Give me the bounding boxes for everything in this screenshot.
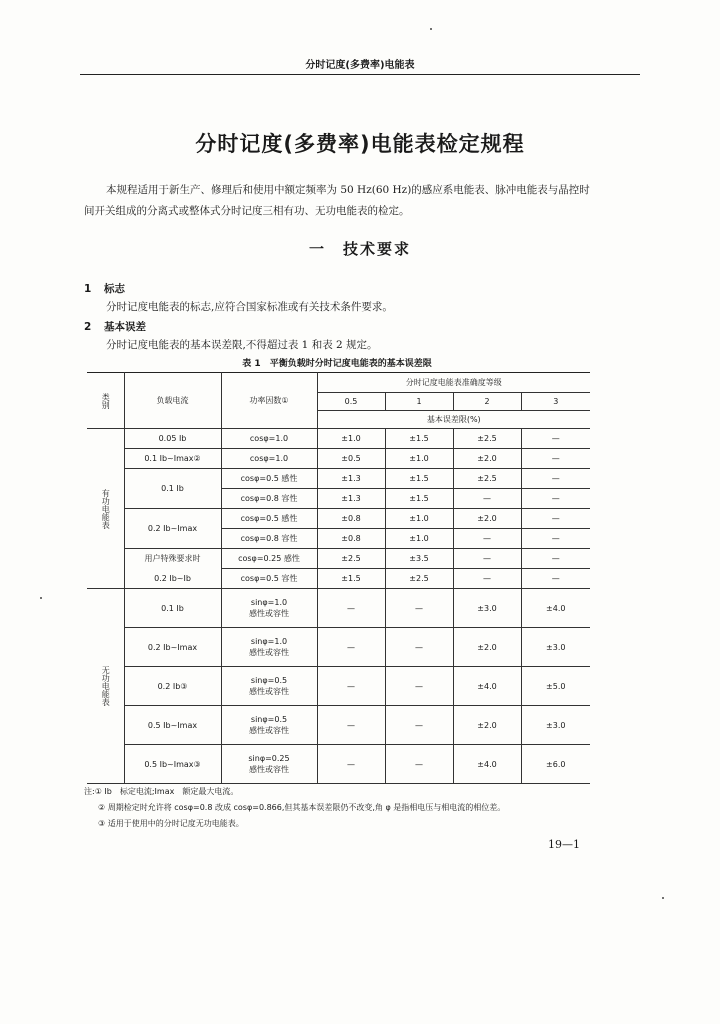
pf-cell: cosφ=0.8 容性 — [221, 489, 317, 509]
item-2-text: 分时记度电能表的基本误差限,不得超过表 1 和表 2 规定。 — [106, 339, 378, 351]
table-row — [87, 667, 590, 706]
value-cell: — — [317, 706, 385, 745]
item-2-heading — [84, 319, 146, 334]
value-cell: ±1.0 — [385, 509, 453, 529]
pf-cell — [221, 589, 317, 628]
item-1-number: 1 — [84, 283, 92, 295]
pf-cell: cosφ=0.5 容性 — [221, 569, 317, 589]
value-cell: ±4.0 — [453, 745, 521, 784]
note-1: 注:① Ib 标定电流;Imax 额定最大电流。 — [84, 787, 239, 796]
value-cell: ±1.5 — [385, 429, 453, 449]
value-cell: ±2.5 — [385, 569, 453, 589]
value-cell: ±4.0 — [453, 667, 521, 706]
running-header: 分时记度(多费率)电能表 — [305, 60, 415, 71]
pf-line-1: sinφ=0.25 — [248, 754, 290, 763]
value-cell: — — [521, 569, 590, 589]
scan-speck — [662, 897, 664, 899]
class-3: 3 — [521, 393, 590, 411]
value-cell: — — [453, 489, 521, 509]
item-2-title: 基本误差 — [104, 321, 146, 333]
load-cell: 0.5 Ib~Imax③ — [124, 745, 221, 784]
table-notes — [84, 784, 604, 832]
table-row — [87, 569, 590, 589]
value-cell: — — [453, 569, 521, 589]
value-cell: — — [521, 529, 590, 549]
load-cell: 0.2 Ib③ — [124, 667, 221, 706]
value-cell: ±1.0 — [317, 429, 385, 449]
value-cell: ±1.3 — [317, 489, 385, 509]
header-accuracy-class: 分时记度电能表准确度等级 — [317, 373, 590, 393]
header-error-limit: 基本误差限(%) — [317, 411, 590, 429]
value-cell: — — [453, 549, 521, 569]
header-category: 类别 — [87, 373, 124, 429]
value-cell: — — [317, 628, 385, 667]
pf-cell — [221, 628, 317, 667]
value-cell: ±2.0 — [453, 509, 521, 529]
pf-line-2: 感性或容性 — [249, 648, 289, 657]
header-rule — [80, 74, 640, 75]
value-cell: ±0.5 — [317, 449, 385, 469]
value-cell: — — [521, 489, 590, 509]
note-3: ③ 适用于使用中的分时记度无功电能表。 — [98, 819, 244, 828]
pf-line-1: sinφ=0.5 — [250, 715, 288, 724]
table-row — [87, 469, 590, 489]
class-1: 1 — [385, 393, 453, 411]
table-row — [87, 589, 590, 628]
value-cell: ±1.3 — [317, 469, 385, 489]
pf-line-2: 感性或容性 — [249, 687, 289, 696]
scan-speck — [430, 28, 432, 30]
pf-cell — [221, 745, 317, 784]
value-cell: ±5.0 — [521, 667, 590, 706]
value-cell: ±4.0 — [521, 589, 590, 628]
header-power-factor: 功率因数① — [221, 373, 317, 429]
category-active: 有功电能表 — [87, 429, 124, 589]
table-caption: 表 1 平衡负载时分时记度电能表的基本误差限 — [242, 359, 432, 369]
value-cell: — — [453, 529, 521, 549]
value-cell: — — [521, 509, 590, 529]
value-cell: ±2.5 — [317, 549, 385, 569]
pf-cell: cosφ=0.25 感性 — [221, 549, 317, 569]
pf-cell: cosφ=0.5 感性 — [221, 509, 317, 529]
value-cell: ±1.0 — [385, 529, 453, 549]
pf-cell — [221, 667, 317, 706]
pf-line-1: sinφ=1.0 — [250, 598, 288, 607]
section-heading: 一 技术要求 — [308, 240, 411, 258]
table-row — [87, 429, 590, 449]
value-cell: ±3.0 — [521, 628, 590, 667]
value-cell: ±1.5 — [385, 469, 453, 489]
pf-cell: cosφ=1.0 — [221, 449, 317, 469]
value-cell: ±1.5 — [385, 489, 453, 509]
value-cell: ±3.5 — [385, 549, 453, 569]
pf-cell: cosφ=0.8 容性 — [221, 529, 317, 549]
value-cell: ±2.0 — [453, 706, 521, 745]
table-row — [87, 745, 590, 784]
item-1-heading — [84, 281, 125, 296]
value-cell: ±1.5 — [317, 569, 385, 589]
value-cell: ±2.0 — [453, 628, 521, 667]
pf-line-2: 感性或容性 — [249, 726, 289, 735]
table-row — [87, 509, 590, 529]
page-number: 19—1 — [548, 838, 580, 851]
value-cell: — — [385, 745, 453, 784]
pf-cell: cosφ=1.0 — [221, 429, 317, 449]
value-cell: ±6.0 — [521, 745, 590, 784]
value-cell: — — [385, 628, 453, 667]
value-cell: ±3.0 — [521, 706, 590, 745]
value-cell: — — [521, 429, 590, 449]
value-cell: — — [521, 549, 590, 569]
value-cell: ±2.5 — [453, 429, 521, 449]
load-cell: 0.1 Ib — [124, 469, 221, 509]
value-cell: — — [385, 667, 453, 706]
intro-paragraph: 本规程适用于新生产、修理后和使用中额定频率为 50 Hz(60 Hz)的感应系电能表、脉冲电能表与晶控时间开关组成的分离式或整体式分时记度三相有功、无功电能表的检定。 — [84, 184, 590, 217]
load-cell: 0.2 Ib~Imax — [124, 509, 221, 549]
value-cell: ±2.0 — [453, 449, 521, 469]
class-0-5: 0.5 — [317, 393, 385, 411]
scan-speck — [40, 597, 42, 599]
value-cell: ±2.5 — [453, 469, 521, 489]
note-2: ② 周期检定时允许将 cosφ=0.8 改成 cosφ=0.866,但其基本误差限仍不改变,角 φ 是指相电压与相电流的相位差。 — [98, 803, 506, 812]
pf-cell — [221, 706, 317, 745]
item-1-text: 分时记度电能表的标志,应符合国家标准或有关技术条件要求。 — [106, 301, 393, 313]
class-2: 2 — [453, 393, 521, 411]
load-cell: 0.05 Ib — [124, 429, 221, 449]
value-cell: ±3.0 — [453, 589, 521, 628]
value-cell: — — [521, 469, 590, 489]
pf-line-1: sinφ=0.5 — [250, 676, 288, 685]
category-reactive: 无功电能表 — [87, 589, 124, 784]
header-load-current: 负载电流 — [124, 373, 221, 429]
value-cell: — — [521, 449, 590, 469]
load-cell: 0.1 Ib — [124, 589, 221, 628]
pf-line-1: sinφ=1.0 — [250, 637, 288, 646]
error-limits-table — [87, 372, 590, 784]
value-cell: ±1.0 — [385, 449, 453, 469]
load-cell: 0.1 Ib~Imax② — [124, 449, 221, 469]
table-row — [87, 549, 590, 569]
item-2-number: 2 — [84, 321, 92, 333]
table-row — [87, 706, 590, 745]
load-cell: 用户特殊要求时 — [124, 549, 221, 569]
pf-cell: cosφ=0.5 感性 — [221, 469, 317, 489]
value-cell: — — [385, 706, 453, 745]
value-cell: — — [317, 745, 385, 784]
value-cell: — — [317, 589, 385, 628]
item-1-title: 标志 — [104, 283, 125, 295]
load-cell: 0.2 Ib~Ib — [124, 569, 221, 589]
pf-line-2: 感性或容性 — [249, 609, 289, 618]
value-cell: ±0.8 — [317, 529, 385, 549]
table-row — [87, 449, 590, 469]
load-cell: 0.2 Ib~Imax — [124, 628, 221, 667]
pf-line-2: 感性或容性 — [249, 765, 289, 774]
load-cell: 0.5 Ib~Imax — [124, 706, 221, 745]
document-title: 分时记度(多费率)电能表检定规程 — [195, 132, 525, 156]
value-cell: ±0.8 — [317, 509, 385, 529]
table-row — [87, 628, 590, 667]
value-cell: — — [317, 667, 385, 706]
value-cell: — — [385, 589, 453, 628]
